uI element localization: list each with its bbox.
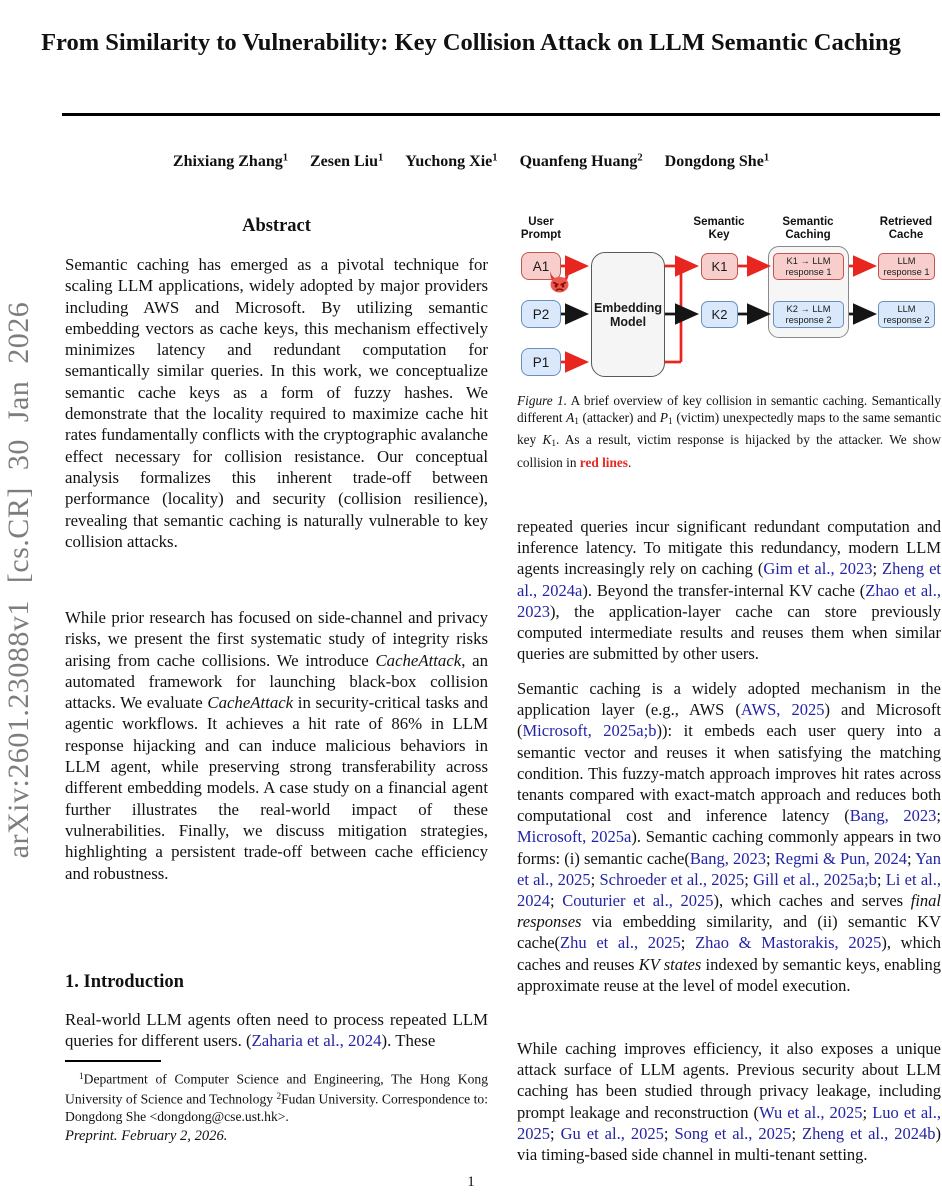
- citation-link[interactable]: AWS, 2025: [740, 700, 825, 720]
- text-segment: While caching improves efficiency, it also exposes a unique attack surface of LLM agents. Previous security about LLM caching has been studied through privacy leakage, including prompt leakage and reconstruction (: [517, 1039, 941, 1122]
- text-segment: (attacker) and: [578, 410, 660, 426]
- citation-link[interactable]: Zaharia et al., 2024: [251, 1031, 382, 1051]
- text-segment: , an automated framework for launching black-box collision attacks. We evaluate: [65, 650, 488, 713]
- author-affiliation-sup: 1: [378, 153, 384, 164]
- victim-prompt-2-node: P2: [521, 300, 561, 328]
- semantic-key-1-node: K1: [701, 253, 738, 280]
- text-segment: Figure 1.: [517, 393, 568, 408]
- text-segment: ;: [791, 1123, 803, 1143]
- author-name: Zhixiang Zhang: [172, 153, 283, 171]
- paper-title-text: From Similarity to Vulnerability: Key Collision Attack on LLM Semantic Caching: [41, 29, 901, 56]
- authors-line: [0, 153, 942, 171]
- author-affiliation-sup: 1: [763, 153, 770, 164]
- text-segment: .: [627, 454, 632, 470]
- author: [173, 153, 288, 170]
- text-segment: final responses: [517, 891, 942, 932]
- page-number: 1: [467, 1174, 475, 1190]
- text-segment: ). Beyond the transfer-internal KV cache (: [582, 580, 866, 600]
- body-paragraph-1: [517, 516, 941, 664]
- text-segment: ) and Microsoft (: [517, 700, 941, 741]
- text-segment: K: [542, 432, 552, 448]
- figure-header-semantic-key: Semantic Key: [693, 216, 745, 241]
- text-segment: ;: [680, 933, 696, 953]
- author-name: Zesen Liu: [310, 153, 379, 171]
- figure-1-caption: [517, 392, 941, 471]
- text-segment: CacheAttack: [375, 650, 462, 670]
- cache-entry-1-node: K1 → LLM response 1: [773, 253, 844, 280]
- text-segment: ;: [590, 869, 600, 889]
- text-segment: While prior research has focused on side-channel and privacy risks, we present the first systematic study of integrity risks arising from cache collisions. We introduce: [65, 608, 488, 670]
- text-segment: ;: [663, 1123, 675, 1143]
- text-segment: ;: [936, 806, 941, 826]
- text-segment: 1: [668, 417, 673, 428]
- citation-link[interactable]: Zheng et al., 2024a: [517, 559, 941, 600]
- text-segment: ;: [550, 891, 563, 911]
- text-segment: A brief overview of key collision in semantic caching. Semantically different: [517, 393, 942, 426]
- body-paragraph-2: [517, 678, 941, 996]
- text-segment: Fudan University. Correspondence to: Dongdong She <dongdong@cse.ust.hk>.: [65, 1091, 488, 1125]
- text-segment: Semantic caching is a widely adopted mechanism in the application layer (e.g., AWS (: [517, 679, 941, 720]
- citation-link[interactable]: Bang, 2023: [689, 848, 767, 868]
- citation-link[interactable]: Gu et al., 2025: [560, 1123, 664, 1143]
- text-segment: ;: [876, 869, 886, 889]
- abstract-heading: Abstract: [242, 216, 311, 236]
- text-segment: (victim) unexpectedly maps to the same semantic key: [517, 410, 941, 448]
- text-segment: KV states: [638, 954, 702, 974]
- text-segment: repeated queries incur significant redundant computation and inference latency. To mitigate this redundancy, modern LLM agents increasingly rely on caching (: [517, 517, 941, 579]
- text-segment: 1: [551, 439, 556, 450]
- figure-arrows: [517, 213, 941, 385]
- citation-link[interactable]: Microsoft, 2025a;b: [522, 721, 657, 741]
- text-segment: ), which caches and serves: [713, 891, 911, 911]
- text-segment: Department of Computer Science and Engineering, The Hong Kong University of Science and Technology: [65, 1071, 488, 1107]
- citation-link[interactable]: Li et al., 2024: [517, 869, 941, 911]
- text-segment: ). These: [381, 1031, 436, 1051]
- paper-title: [0, 28, 942, 58]
- text-segment: ;: [766, 848, 775, 868]
- embedding-model-node: Embedding Model: [591, 252, 665, 377]
- text-segment: Real-world LLM agents often need to process repeated LLM queries for different users. (: [65, 1010, 488, 1051]
- citation-link[interactable]: Zheng et al., 2024b: [802, 1123, 936, 1143]
- cache-entry-2-node: K2 → LLM response 2: [773, 301, 844, 328]
- figure-header-semantic-caching: Semantic Caching: [782, 216, 834, 241]
- citation-link[interactable]: Gim et al., 2023: [763, 559, 873, 579]
- citation-link[interactable]: Yan et al., 2025: [517, 848, 941, 889]
- devil-icon: [547, 269, 572, 294]
- author-affiliation-sup: 2: [637, 153, 643, 164]
- text-segment: A: [566, 410, 575, 426]
- author-name: Yuchong Xie: [405, 153, 493, 171]
- abstract-paragraph-2: [65, 607, 488, 884]
- citation-link[interactable]: Song et al., 2025: [674, 1123, 792, 1143]
- citation-link[interactable]: Wu et al., 2025: [759, 1102, 863, 1122]
- text-segment: ;: [872, 559, 883, 579]
- title-rule: [62, 113, 940, 116]
- figure-header-retrieved-cache: Retrieved Cache: [879, 216, 933, 241]
- text-segment: red lines: [579, 454, 628, 470]
- text-segment: ;: [906, 848, 916, 868]
- author-affiliation-sup: 1: [282, 153, 288, 164]
- text-segment: 2: [276, 1091, 282, 1102]
- text-segment: CacheAttack: [207, 693, 294, 713]
- semantic-key-2-node: K2: [701, 301, 738, 328]
- preprint-note: Preprint. February 2, 2026.: [65, 1128, 228, 1144]
- citation-link[interactable]: Schroeder et al., 2025: [599, 869, 745, 889]
- text-segment: ;: [862, 1102, 873, 1122]
- text-segment: 1: [79, 1071, 84, 1081]
- body-paragraph-3: [517, 1038, 941, 1165]
- text-segment: via embedding similarity, and (ii) semantic KV cache(: [517, 912, 941, 953]
- text-segment: )): it embeds each user query into a semantic vector and reuses it when satisfying the matching condition. This fuzzy-match approach improves hit rates across tenants compared with exact-match approach and reduces both computational cost and inference latency (: [517, 721, 941, 826]
- text-segment: P: [659, 410, 669, 426]
- citation-link[interactable]: Bang, 2023: [849, 806, 937, 826]
- figure-header-user-prompt: User Prompt: [520, 216, 562, 241]
- text-segment: . As a result, victim response is hijacked by the attacker. We show collision in: [517, 432, 941, 470]
- author-affiliation-sup: 1: [492, 153, 498, 164]
- text-segment: ;: [550, 1123, 561, 1143]
- citation-link[interactable]: Gill et al., 2025a;b: [753, 869, 877, 889]
- citation-link[interactable]: Zhao & Mastorakis, 2025: [695, 933, 882, 953]
- citation-link[interactable]: Zhao et al., 2023: [517, 580, 942, 621]
- retrieved-response-1-node: LLM response 1: [878, 253, 935, 280]
- text-segment: in security-critical tasks and agentic workflows. It achieves a hit rate of 86% in LLM response hijacking and can induce malicious behaviors in LLM agent, while preserving strong transferability across different embedding models. A case study on a financial agent further illustrates the real-world impact of these vulnerabilities. Finally, we discuss mitigation strategies, highlighting a persistent trade-off between cache efficiency and robustness.: [65, 693, 488, 883]
- section-heading-introduction: 1. Introduction: [65, 972, 184, 992]
- author-name: Dongdong She: [664, 153, 764, 171]
- citation-link[interactable]: Regmi & Pun, 2024: [774, 848, 907, 868]
- text-segment: Semantic caching has emerged as a pivotal technique for scaling LLM applications, widely adopted by major providers including AWS and Microsoft. By utilizing semantic embedding vectors as cache keys, this mechanism effectively minimizes latency and redundant computation for semantically similar queries. In this work, we conceptualize semantic cache keys as a form of fuzzy hashes. We demonstrate that the locality required to maximize cache hit rates fundamentally conflicts with the cryptographic avalanche effect necessary for collision resistance. Our conceptual analysis formalizes this inherent trade-off between performance (locality) and security (collision resilience), revealing that semantic caching is naturally vulnerable to key collision attacks.: [65, 255, 488, 551]
- author-name: Quanfeng Huang: [519, 153, 638, 171]
- footnote-rule: [65, 1060, 161, 1062]
- text-segment: ), the application-layer cache can store previously computed intermediate results and reuses them when similar queries are submitted by other users.: [517, 601, 941, 664]
- text-segment: indexed by semantic keys, enabling approximate reuse at the level of model execution.: [517, 954, 942, 995]
- text-segment: ), which caches and reuses: [517, 933, 941, 974]
- text-segment: ;: [744, 869, 754, 889]
- text-segment: 1: [574, 417, 579, 428]
- citation-link[interactable]: Luo et al., 2025: [517, 1102, 942, 1143]
- author: [665, 153, 769, 170]
- text-segment: ). Semantic caching commonly appears in two forms: (i) semantic cache(: [517, 827, 941, 868]
- text-segment: ) via timing-based side channel in multi-tenant setting.: [517, 1123, 942, 1165]
- retrieved-response-2-node: LLM response 2: [878, 301, 935, 328]
- citation-link[interactable]: Couturier et al., 2025: [562, 891, 714, 911]
- abstract-paragraph-1: [65, 254, 488, 552]
- footnote: [65, 1068, 488, 1126]
- arxiv-stamp: arXiv:2601.23088v1 [cs.CR] 30 Jan 2026: [2, 301, 35, 859]
- figure-1: [517, 213, 941, 385]
- author: [405, 153, 497, 170]
- author: [310, 153, 383, 170]
- victim-prompt-1-node: P1: [521, 348, 561, 376]
- citation-link[interactable]: Zhu et al., 2025: [560, 933, 681, 953]
- citation-link[interactable]: Microsoft, 2025a: [517, 827, 632, 847]
- author: [520, 153, 643, 170]
- attacker-prompt-node: A1: [521, 252, 561, 280]
- intro-paragraph: [65, 1009, 488, 1052]
